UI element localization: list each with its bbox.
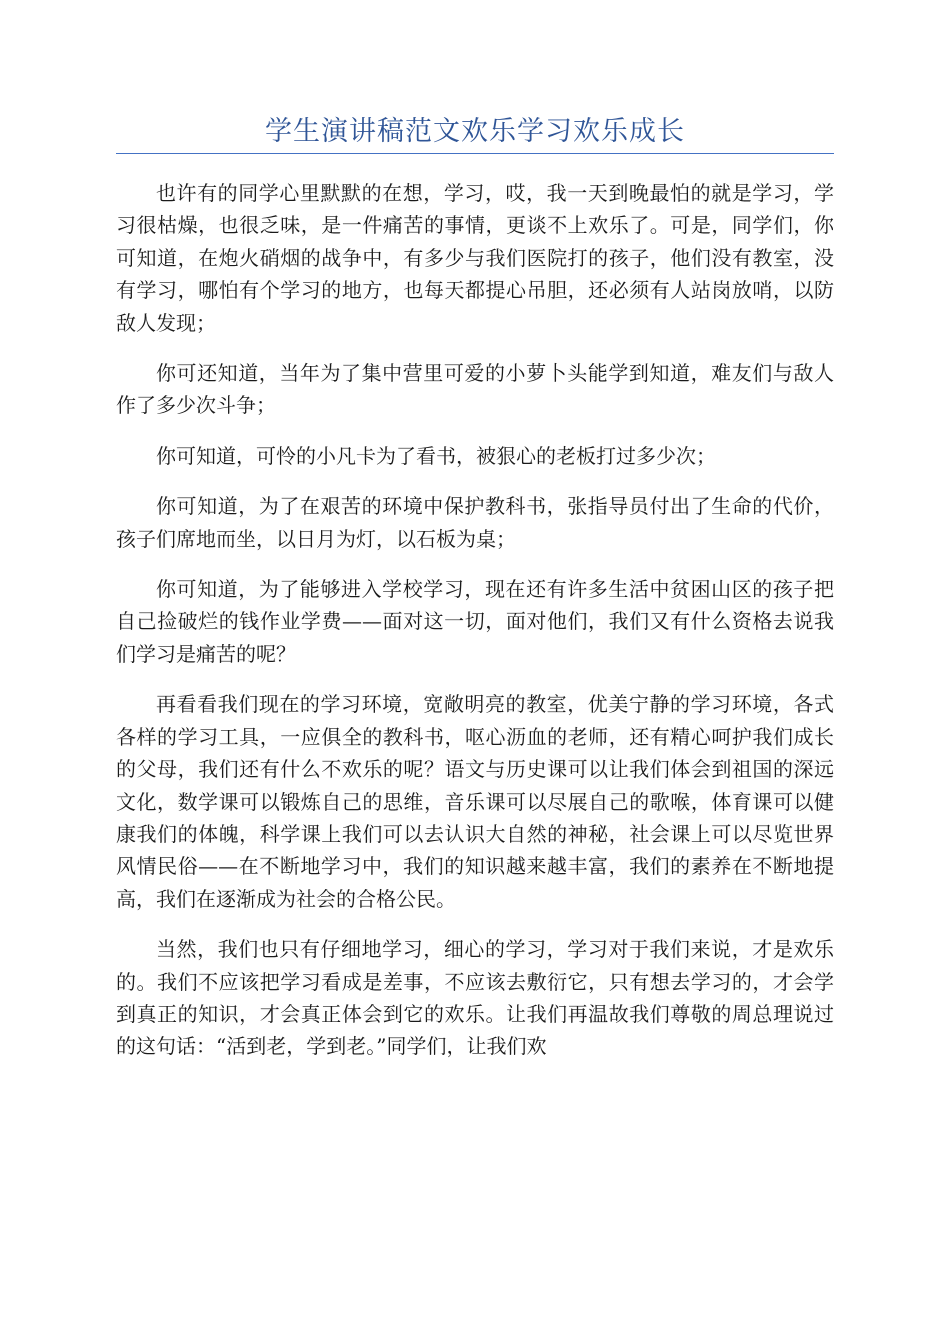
paragraph-1: 也许有的同学心里默默的在想，学习，哎，我一天到晚最怕的就是学习，学习很枯燥，也很乏味，是一件痛苦的事情，更谈不上欢乐了。可是，同学们，你可知道，在炮火硝烟的战争中，有多少与我们医院打的孩子，他们没有教室，没有学习，哪怕有个学习的地方，也每天都提心吊胆，还必须有人站岗放哨，以防敌人发现； xyxy=(116,181,834,335)
paragraph-4: 你可知道，为了在艰苦的环境中保护教科书，张指导员付出了生命的代价，孩子们席地而坐，以日月为灯，以石板为桌； xyxy=(116,494,834,551)
document-title: 学生演讲稿范文欢乐学习欢乐成长 xyxy=(265,116,685,147)
paragraph-6: 再看看我们现在的学习环境，宽敞明亮的教室，优美宁静的学习环境，各式各样的学习工具，一应俱全的教科书，呕心沥血的老师，还有精心呵护我们成长的父母，我们还有什么不欢乐的呢？语文与历史课可以让我们体会到祖国的深远文化，数学课可以锻炼自己的思维，音乐课可以尽展自己的歌喉，体育课可以健康我们的体魄，科学课上我们可以去认识大自然的神秘，社会课上可以尽览世界风情民俗——在不断地学习中，我们的知识越来越丰富，我们的素养在不断地提高，我们在逐渐成为社会的合格公民。 xyxy=(116,692,834,911)
paragraph-7: 当然，我们也只有仔细地学习，细心的学习，学习对于我们来说，才是欢乐的。我们不应该把学习看成是差事，不应该去敷衍它，只有想去学习的，才会学到真正的知识，才会真正体会到它的欢乐。让我们再温故我们尊敬的周总理说过的这句话：“活到老，学到老。”同学们，让我们欢 xyxy=(116,937,834,1059)
document-body xyxy=(116,177,834,1081)
paragraph-5: 你可知道，为了能够进入学校学习，现在还有许多生活中贫困山区的孩子把自己捡破烂的钱作业学费——面对这一切，面对他们，我们又有什么资格去说我们学习是痛苦的呢？ xyxy=(116,577,834,666)
paragraph-3: 你可知道，可怜的小凡卡为了看书，被狠心的老板打过多少次； xyxy=(156,443,716,468)
paragraph-2: 你可还知道，当年为了集中营里可爱的小萝卜头能学到知道，难友们与敌人作了多少次斗争； xyxy=(116,361,834,418)
title-underline xyxy=(116,153,834,154)
